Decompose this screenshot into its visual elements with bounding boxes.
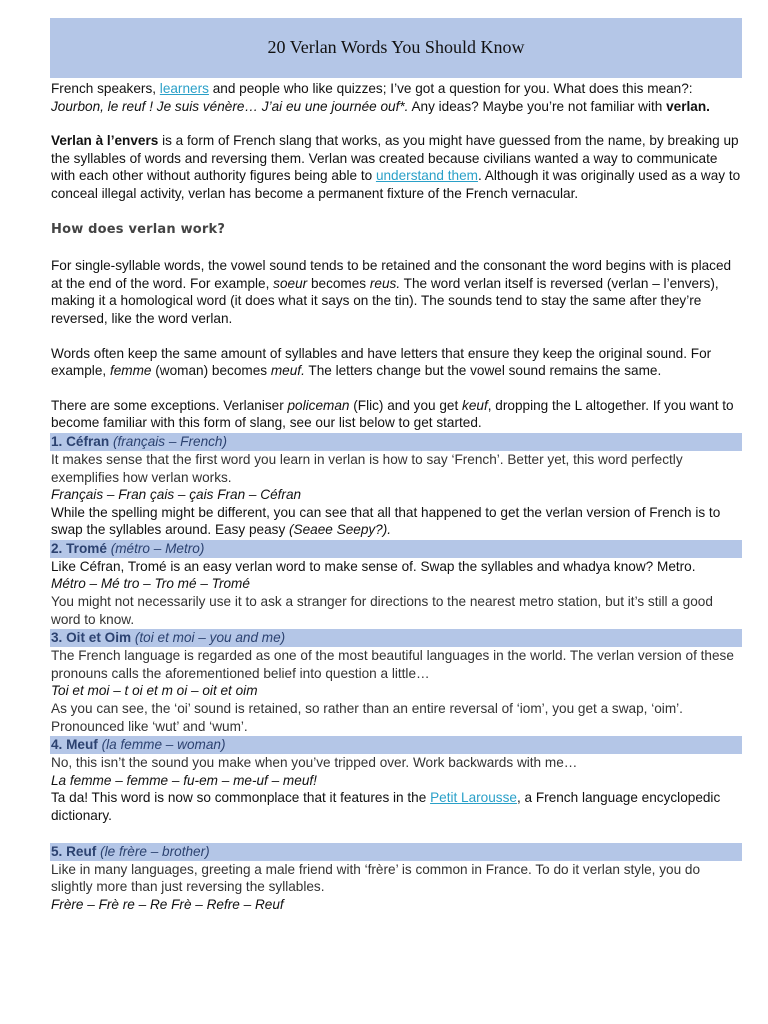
word-gloss: (français – French) xyxy=(109,433,228,449)
definition-text: is a form of French slang that works, as you might have guessed from the name, by breaking up the syllables of words and reversing them. Verlan was created because civilians wanted a way to communicate with each other without authority figures being able to xyxy=(51,133,739,184)
definition-text-2: . Although it was originally used as a way to conceal illegal activity, verlan has become a permanent fixture of the French vernacular. xyxy=(51,168,741,201)
word-header-oit-et-oim xyxy=(50,629,742,647)
para3-text: For single-syllable words, the vowel sound tends to be retained and the consonant the word begins with is placed at the end of the word. For example, xyxy=(51,258,732,291)
page-title: 20 Verlan Words You Should Know xyxy=(267,37,525,58)
word-description: Like Céfran, Tromé is an easy verlan word to make sense of. Swap the syllables and whadya know? Metro. xyxy=(51,558,696,574)
word-description: Like in many languages, greeting a male friend with ‘frère’ is common in France. To do it verlan style, you do slightly more than just reversing the syllables. xyxy=(51,861,701,895)
word-number: 3. Oit et Oim xyxy=(51,630,132,646)
word-description: It makes sense that the first word you learn in verlan is how to say ‘French’. Better yet, this word perfectly exemplifies how verlan works. xyxy=(51,451,683,485)
word-number: 4. Meuf xyxy=(51,737,98,753)
para3-italic-reus: reus. xyxy=(369,275,401,291)
article-body xyxy=(51,80,741,913)
definition-paragraph xyxy=(51,132,741,202)
word-header-meuf xyxy=(50,736,742,754)
petit-larousse-link[interactable]: Petit Larousse xyxy=(430,790,517,806)
intro-bold: verlan. xyxy=(666,98,710,114)
word-explanation: As you can see, the ‘oi’ sound is retained, so rather than an entire reversal of ‘iom’, you get a swap, ‘oim’. Pronounced like ‘wut’ and ‘wum’. xyxy=(51,701,683,734)
word-header-cefran xyxy=(50,433,742,451)
word-example: Frère – Frè re – Re Frè – Refre – Reuf xyxy=(51,896,284,912)
word-explanation xyxy=(51,504,741,539)
para4-text: Words often keep the same amount of syllables and have letters that ensure they keep the original sound. For example, xyxy=(51,345,712,379)
word-gloss: (métro – Metro) xyxy=(106,540,205,556)
word-header-trome xyxy=(50,540,742,558)
para5-text-3: , dropping the L altogether. If you want to become familiar with this form of slang, see our list below to get started. xyxy=(51,397,734,431)
word-example: La femme – femme – fu-em – me-uf – meuf! xyxy=(51,772,317,788)
word-number: 1. Céfran xyxy=(51,433,110,449)
word-explanation: You might not necessarily use it to ask a stranger for directions to the nearest metro station, but it’s still a good word to know. xyxy=(51,594,713,627)
single-syllable-paragraph xyxy=(51,257,741,327)
word-example: Français – Fran çais – çais Fran – Céfran xyxy=(51,487,302,503)
intro-paragraph xyxy=(51,80,741,115)
word-example: Toi et moi – t oi et m oi – oit et oim xyxy=(51,683,258,699)
para3-text-3: The word verlan itself is reversed (verlan – l’envers), making it a homological word (it does what it says on the tin). The sounds tend to stay the same after they’re reversed, like the word verlan. xyxy=(51,275,719,326)
word-gloss: (le frère – brother) xyxy=(96,843,210,859)
para5-text: There are some exceptions. Verlaniser xyxy=(51,397,288,413)
learners-link[interactable]: learners xyxy=(159,81,209,96)
word-explanation-text: While the spelling might be different, you can see that all that happened to get the verlan version of French is to swap the syllables around. Easy peasy xyxy=(51,504,721,538)
title-banner xyxy=(50,18,742,78)
word-explanation xyxy=(51,789,741,824)
word-gloss: (la femme – woman) xyxy=(97,737,226,753)
para4-text-3: The letters change but the vowel sound remains the same. xyxy=(304,363,662,379)
intro-quote: Jourbon, le reuf ! Je suis vénère… J’ai eu une journée ouf*. xyxy=(51,98,409,114)
para4-text-2: (woman) becomes xyxy=(151,363,271,379)
para3-text-2: becomes xyxy=(307,275,370,291)
exceptions-paragraph xyxy=(51,397,741,432)
word-number: 2. Tromé xyxy=(51,540,107,556)
section-heading: How does verlan work? xyxy=(51,221,226,237)
para4-italic-femme: femme xyxy=(109,363,152,379)
para5-italic-policeman: policeman xyxy=(287,397,350,413)
para4-italic-meuf: meuf. xyxy=(270,363,305,379)
intro-text-2: and people who like quizzes; I’ve got a question for you. What does this mean?: xyxy=(208,81,693,96)
word-header-reuf xyxy=(50,843,742,861)
word-description: No, this isn’t the sound you make when you’ve tripped over. Work backwards with me… xyxy=(51,755,578,771)
para5-italic-keuf: keuf xyxy=(462,397,488,413)
para3-italic-soeur: soeur xyxy=(273,275,308,291)
word-example: Métro – Mé tro – Tro mé – Tromé xyxy=(51,576,250,592)
intro-text-3: Any ideas? Maybe you’re not familiar with xyxy=(408,98,667,114)
word-description: The French language is regarded as one of the most beautiful languages in the world. The verlan version of these pronouns calls the aforementioned belief into question a little… xyxy=(51,648,734,681)
word-explanation-italic: (Seaee Seepy?). xyxy=(289,522,392,538)
understand-them-link[interactable]: understand them xyxy=(375,168,478,184)
word-explanation-text: Ta da! This word is now so commonplace that it features in the xyxy=(51,790,431,806)
definition-term: Verlan à l’envers xyxy=(51,133,159,149)
para5-text-2: (Flic) and you get xyxy=(349,397,463,413)
intro-text: French speakers, xyxy=(51,81,160,96)
word-gloss: (toi et moi – you and me) xyxy=(131,630,286,646)
syllables-paragraph xyxy=(51,345,741,380)
word-number: 5. Reuf xyxy=(51,843,97,859)
word-explanation-text-2: , a French language encyclopedic dictionary. xyxy=(51,790,721,823)
